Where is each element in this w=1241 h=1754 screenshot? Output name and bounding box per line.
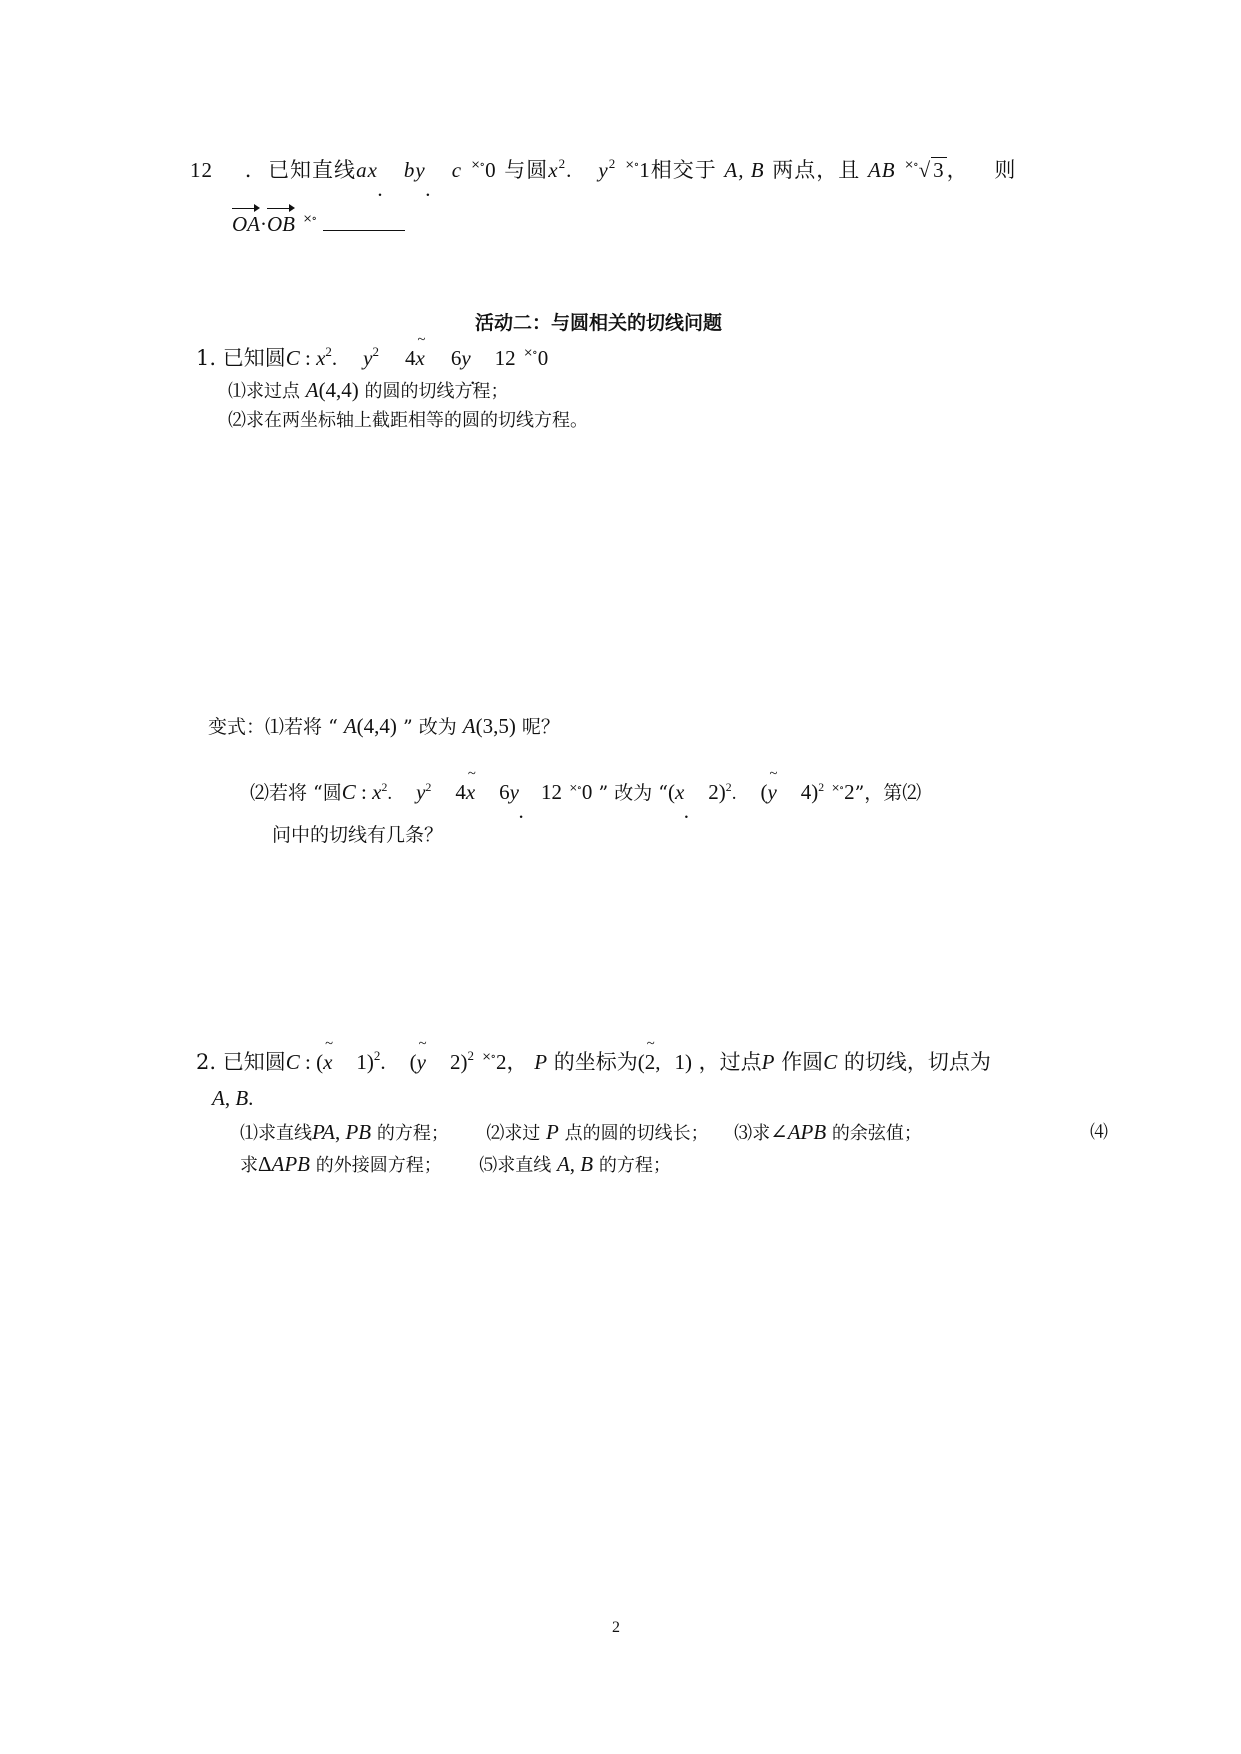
- question-12-line1: 12 . 已知直线ax by c ×∘0 与圆$x^2$. $y^2$ ×∘1相交于 A, B 两点，且 AB ×∘√3， 则: [190, 156, 1017, 183]
- problem-2-statement: 2. 已知圆C : (~ x 1)$^2$. (~ y 2)$^2$ ×∘2， P 的坐标为(~ 2, 1) ，过点P 作圆C 的切线，切点为: [196, 1050, 991, 1075]
- variant-2-line2: 问中的切线有几条？: [272, 824, 444, 846]
- problem-1-sub1: ⑴求过点 A(4,4) 的圆的切线方程；: [228, 378, 509, 402]
- problem-1-sub2: ⑵求在两坐标轴上截距相等的圆的切线方程。: [228, 410, 588, 431]
- problem-2-subquestions: ⑴求直线PA, PB 的方程； ⑵求过 P 点的圆的切线长； ⑶求∠APB 的余弦值；: [240, 1120, 922, 1144]
- problem-2-line2: A, B.: [212, 1086, 254, 1110]
- problem-2-q4-number: ⑷: [1090, 1122, 1108, 1143]
- answer-blank[interactable]: [323, 230, 405, 231]
- question-12-line2: OA·OB ×∘: [232, 212, 405, 237]
- page-number: 2: [612, 1619, 620, 1636]
- variant-1: 变式：⑴若将 “ A(4,4) ” 改为 A(3,5) 呢？: [208, 714, 560, 738]
- problem-2-subquestions-2: 求ΔAPB 的外接圆方程； ⑸求直线 A, B 的方程；: [240, 1152, 671, 1176]
- problem-1-statement: 1. 已知圆C : $x^2$. $y^2$ 4~ x 6y 12 ×∘0: [196, 346, 548, 371]
- variant-2: ⑵若将 “圆C : $x^2$. $y^2$ 4~ x 6y 12 ×∘0 ” 改为 “(x 2)$^2$. (~ y 4)$^2$ ×∘2”，第⑵: [250, 780, 921, 806]
- section-title: 活动二：与圆相关的切线问题: [475, 312, 723, 334]
- sqrt-3: √3: [918, 158, 945, 183]
- question-number: 12: [190, 158, 213, 183]
